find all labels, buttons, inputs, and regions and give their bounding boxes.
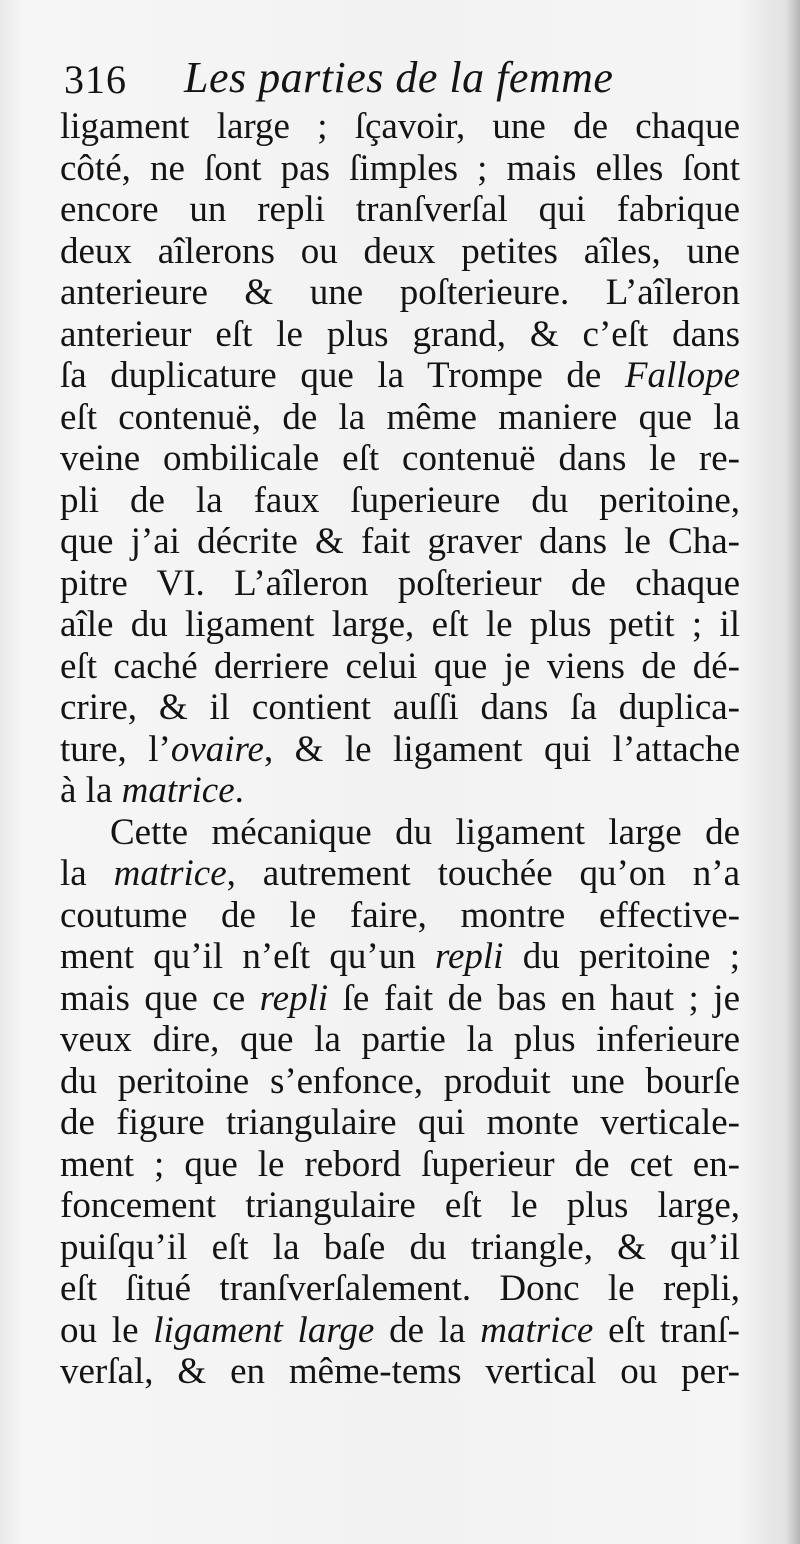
text-line: [60, 1144, 740, 1186]
italic-run: ovaire: [170, 728, 264, 770]
text-run: , & le ligament qui l’attache: [263, 728, 740, 770]
text-run: anterieur eſt le plus grand, & c’eſt dans: [60, 313, 740, 355]
text-line: [60, 148, 740, 190]
text-line: [60, 1351, 740, 1393]
text-run: veux dire, que la partie la plus inferieure: [60, 1019, 740, 1060]
text-line: [60, 521, 740, 563]
text-line: [60, 604, 740, 646]
italic-run: Fallope: [624, 355, 740, 396]
text-run: eſt contenuë, de la même maniere que la: [60, 396, 740, 438]
text-run: mais que ce: [60, 977, 260, 1019]
text-line: [60, 1310, 740, 1352]
text-run: ment qu’il n’eſt qu’un: [60, 936, 435, 977]
text-line: [60, 936, 740, 978]
page-header: [64, 52, 744, 104]
text-line: [60, 770, 740, 812]
italic-run: matrice: [480, 1309, 594, 1351]
text-line: [60, 563, 740, 605]
italic-run: repli: [259, 977, 329, 1019]
text-run: puiſqu’il eſt la baſe du triangle, & qu’il: [60, 1226, 740, 1268]
running-title: Les parties de la femme: [184, 53, 614, 102]
text-run: eſt tranſ-: [593, 1309, 740, 1351]
text-line: [60, 895, 740, 937]
text-line: [60, 729, 740, 771]
text-run: la: [60, 853, 114, 894]
text-line: [60, 438, 740, 480]
text-line: [60, 480, 740, 522]
body-text: [60, 106, 740, 1393]
text-run: côté, ne ſont pas ſimples ; mais elles ſont: [60, 147, 740, 189]
text-run: de figure triangulaire qui monte verticale-: [60, 1102, 740, 1143]
italic-run: matrice: [121, 770, 235, 811]
italic-run: matrice: [113, 853, 227, 894]
text-run: ligament large ; ſçavoir, une de chaque: [60, 106, 740, 147]
text-run: deux aîlerons ou deux petites aîles, une: [60, 230, 740, 272]
text-run: de la: [374, 1309, 481, 1351]
text-line: [60, 1102, 740, 1144]
text-line: [60, 1268, 740, 1310]
text-run: ſe fait de bas en haut ; je: [328, 977, 740, 1019]
text-run: ſa duplicature que la Trompe de: [60, 355, 625, 396]
italic-run: repli: [434, 936, 504, 977]
italic-run: ligament large: [153, 1309, 375, 1351]
page-number: 316: [64, 57, 127, 102]
text-run: eſt caché derriere celui que je viens de dé-: [60, 645, 740, 687]
text-line: [60, 314, 740, 356]
text-run: Cette mécanique du ligament large de: [110, 811, 740, 853]
text-run: ture, l’: [60, 728, 171, 770]
page-edge-shadow: [786, 0, 800, 1544]
text-run: coutume de le faire, montre effectivе-: [60, 894, 740, 936]
text-line: [60, 189, 740, 231]
text-run: à la: [60, 770, 122, 811]
text-run: crire, & il contient auſſi dans ſa duplica-: [60, 687, 740, 728]
text-run: foncement triangulaire eſt le plus large,: [60, 1185, 740, 1226]
text-run: veine ombilicale eſt contenuë dans le re-: [60, 438, 740, 479]
text-line: [60, 1185, 740, 1227]
text-run: .: [234, 770, 244, 811]
text-run: verſal, & en même-tems vertical ou per-: [60, 1351, 740, 1392]
text-run: que j’ai décrite & fait graver dans le Cha-: [60, 521, 740, 562]
text-line: [60, 978, 740, 1020]
text-line: [60, 853, 740, 895]
text-run: anterieure & une poſterieure. L’aîleron: [60, 272, 740, 313]
text-run: ou le: [60, 1309, 154, 1351]
text-run: pli de la faux ſuperieure du peritoine,: [60, 479, 740, 521]
text-run: ment ; que le rebord ſuperieur de cet en-: [60, 1143, 740, 1185]
text-run: du peritoine ;: [503, 936, 740, 977]
text-run: encore un repli tranſverſal qui fabrique: [60, 189, 740, 230]
text-line: [60, 397, 740, 439]
text-run: , autrement touchée qu’on n’a: [226, 853, 740, 894]
text-line: [60, 1227, 740, 1269]
text-line: [60, 646, 740, 688]
text-run: aîle du ligament large, eſt le plus petit ; il: [60, 604, 740, 645]
text-line: [60, 272, 740, 314]
text-line: [60, 231, 740, 273]
text-run: eſt ſitué tranſverſalement. Donc le repli,: [60, 1268, 740, 1309]
text-line: [60, 355, 740, 397]
text-run: du peritoine s’enfonce, produit une bourſe: [60, 1060, 740, 1102]
text-line: [60, 687, 740, 729]
text-line: [60, 106, 740, 148]
text-line: [60, 1061, 740, 1103]
text-line: [60, 1019, 740, 1061]
paragraph-first-line: [60, 812, 740, 854]
text-run: pitre VI. L’aîleron poſterieur de chaque: [60, 562, 740, 604]
